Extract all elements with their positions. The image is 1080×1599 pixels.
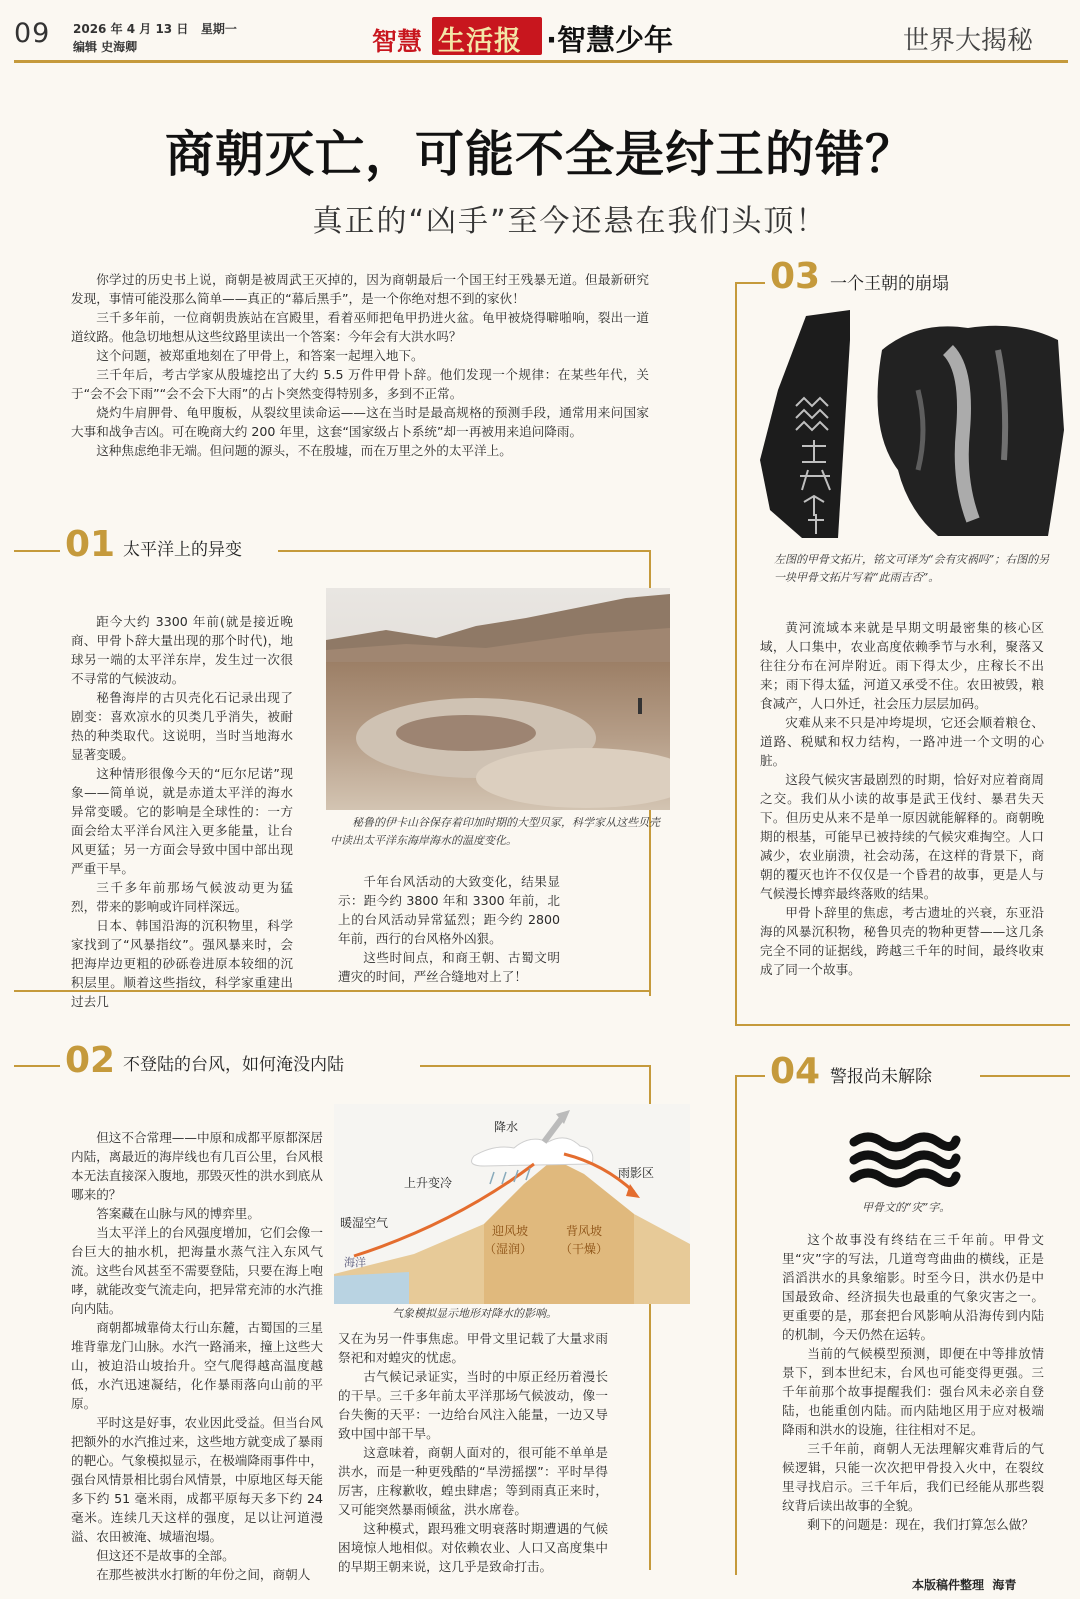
paragraph: 当前的气候模型预测，即便在中等排放情景下，到本世纪末，台风也可能变得更强。三千年前那个故事提醒我们：强台风未必亲自登陆，也能重创内陆。而内陆地区用于应对极端降雨和洪水的设施，往往相对不足。	[782, 1346, 1044, 1437]
paragraph: 平时这是好事，农业因此受益。但当台风把额外的水汽推过来，这些地方就变成了暴雨的靶心。气象模拟显示，在极端降雨事件中，强台风情景相比弱台风情景，中原地区每天能多下约 51 毫米雨，成都平原每天多下约 24 毫米。连续几天这样的强度，足以让河道漫溢、农田被淹、城墙泡塌。	[71, 1415, 323, 1544]
paragraph: 古气候记录证实，当时的中原正经历着漫长的干旱。三千多年前太平洋那场气候波动，像一台失衡的天平：一边给台风注入能量，一边又导致中国中部干旱。	[338, 1369, 608, 1441]
paragraph: 日本、韩国沿海的沉积物里，科学家找到了“风暴指纹”。强风暴来时，会把海岸边更粗的砂砾卷进原本较细的沉积层里。顺着这些指纹，科学家重建出过去几	[71, 918, 293, 1009]
label-rain-shadow: 雨影区	[618, 1166, 655, 1180]
section-title: 一个王朝的崩塌	[830, 274, 949, 294]
intro-paragraph: 三千多年前，一位商朝贵族站在宫殿里，看着巫师把龟甲扔进火盆。龟甲被烧得噼啪响，裂出一道道纹路。他急切地想从这些纹路里读出一个答案：今年会有大洪水吗？	[71, 310, 649, 344]
paragraph: 秘鲁海岸的古贝壳化石记录出现了剧变：喜欢凉水的贝类几乎消失，被耐热的种类取代。这说明，当时当地海水显著变暖。	[71, 690, 293, 762]
sec01-left-column	[71, 612, 293, 1011]
peru-shell-midden-photo	[326, 588, 670, 810]
disaster-glyph-icon	[848, 1130, 962, 1188]
paragraph: 三千多年前那场气候波动更为猛烈，带来的影响或许同样深远。	[71, 880, 293, 914]
issue-date: 2026 年 4 月 13 日 星期一	[73, 22, 237, 36]
brand-zhihui-shaonian: ·智慧少年	[546, 23, 674, 57]
section-title: 警报尚未解除	[830, 1067, 932, 1087]
paragraph: 在那些被洪水打断的年份之间，商朝人	[96, 1567, 311, 1582]
brand-zhihui: 智慧	[372, 27, 423, 56]
intro-paragraph: 这个问题，被郑重地刻在了甲骨上，和答案一起埋入地下。	[96, 348, 424, 363]
sec03-column	[760, 618, 1044, 979]
sec02-left-column	[71, 1128, 323, 1584]
glyph-caption: 甲骨文的“灾”字。	[862, 1201, 951, 1214]
paragraph: 这些时间点，和商王朝、古蜀文明遭灾的时间，严丝合缝地对上了！	[338, 950, 560, 984]
orographic-rain-diagram	[334, 1104, 690, 1304]
label-warm-air: 暖湿空气	[340, 1216, 389, 1230]
footer-credit: 本版稿件整理 海青	[912, 1578, 1017, 1592]
paragraph: 剩下的问题是：现在，我们打算怎么做？	[807, 1517, 1034, 1532]
paragraph: 这种情形很像今天的“厄尔尼诺”现象——简单说，就是赤道太平洋的海水异常变暖。它的影响是全球性的：一方面会给太平洋台风注入更多能量，让台风更猛；另一方面会导致中国中部出现严重干旱。	[71, 766, 293, 876]
section-title: 不登陆的台风，如何淹没内陆	[123, 1055, 344, 1075]
intro-paragraph: 烧灼牛肩胛骨、龟甲腹板，从裂纹里读命运——这在当时是最高规格的预测手段，通常用来问国家大事和战争吉凶。可在晚商大约 200 年里，这套“国家级占卜系统”却一再被用来追问降雨。	[71, 405, 649, 439]
label-leeward: 背风坡	[566, 1224, 603, 1238]
label-leeward-dry: （干燥）	[560, 1242, 609, 1256]
brand-logo-text: 生活报	[438, 26, 522, 57]
label-rain: 降水	[494, 1120, 519, 1134]
paragraph: 这个故事没有终结在三千年前。甲骨文里“灾”字的写法，几道弯弯曲曲的横线，正是滔滔洪水的具象缩影。时至今日，洪水仍是中国最致命、经济损失也最重的气象灾害之一。更重要的是，那套把台风影响从沿海传到内陆的机制，今天仍然在运转。	[782, 1232, 1044, 1342]
paragraph: 千年台风活动的大致变化，结果显示：距今约 3800 年和 3300 年前，北上的台风活动异常猛烈；距今约 2800 年前，西行的台风格外凶狠。	[338, 874, 560, 946]
sec02-right-column	[338, 1329, 608, 1576]
header-rule	[14, 60, 1068, 63]
paragraph: 但这还不是故事的全部。	[96, 1548, 235, 1563]
paragraph: 但这不合常理——中原和成都平原都深居内陆，离最近的海岸线也有几百公里，台风根本无法直接深入腹地，那毁灭性的洪水到底从哪来的？	[71, 1130, 323, 1202]
paragraph: 当太平洋上的台风强度增加，它们会像一台巨大的抽水机，把海量水蒸气注入东风气流。这些台风甚至不需要登陆，只要在海上咆哮，就能改变气流走向，把异常充沛的水汽推向内陆。	[71, 1225, 323, 1316]
label-sea: 海洋	[344, 1256, 366, 1269]
masthead	[0, 0, 1080, 62]
label-windward: 迎风坡	[492, 1224, 529, 1238]
section-number: 04	[770, 1051, 821, 1092]
photo-caption: 秘鲁的伊卡山谷保存着印加时期的大型贝冢，科学家从这些贝壳中读出太平洋东海岸海水的温度变化。	[330, 816, 660, 847]
paragraph: 答案藏在山脉与风的博弈里。	[96, 1206, 260, 1221]
paragraph: 商朝都城靠倚太行山东麓，古蜀国的三星堆背靠龙门山脉。水汽一路涌来，撞上这些大山，被迫沿山坡抬升。空气爬得越高温度越低，水汽迅速凝结，化作暴雨落向山前的平原。	[71, 1320, 323, 1411]
editor-credit: 编辑 史海卿	[73, 40, 138, 54]
paragraph: 这段气候灾害最剧烈的时期，恰好对应着商周之交。我们从小读的故事是武王伐纣、暴君失天下。但历史从来不是单一原因就能解释的。商朝晚期的根基，可能早已被持续的气候灾难掏空。人口减少，农业崩溃，社会动荡，在这样的背景下，商朝的覆灭也许不仅仅是一个昏君的故事，更是人与气候漫长博弈最终落败的结果。	[760, 772, 1044, 901]
section-number: 02	[65, 1040, 116, 1081]
sec01-right-column	[338, 872, 560, 986]
intro-text	[71, 270, 649, 460]
label-windward-wet: （湿润）	[484, 1242, 533, 1256]
paragraph: 三千年前，商朝人无法理解灾难背后的气候逻辑，只能一次次把甲骨投入火中，在裂纹里寻找启示。三千年后，我们已经能从那些裂纹背后读出故事的全貌。	[782, 1441, 1044, 1513]
brand-logo-box	[432, 17, 542, 55]
paragraph: 这种模式，跟玛雅文明衰落时期遭遇的气候困境惊人地相似。对依赖农业、人口又高度集中的早期王朝来说，这几乎是致命打击。	[338, 1521, 608, 1574]
oracle-bone-caption: 左图的甲骨文拓片，铭文可译为“会有灾祸吗”；右图的另一块甲骨文拓片写着“此雨吉否”。	[774, 553, 1050, 584]
intro-paragraph: 你学过的历史书上说，商朝是被周武王灭掉的，因为商朝最后一个国王纣王残暴无道。但最新研究发现，事情可能没那么简单——真正的“幕后黑手”，是一个你绝对想不到的家伙！	[71, 272, 649, 306]
label-rise: 上升变冷	[404, 1176, 453, 1190]
paragraph: 这意味着，商朝人面对的，很可能不单单是洪水，而是一种更残酷的“旱涝摇摆”：平时旱得厉害，庄稼歉收，蝗虫肆虐；等到雨真正来时，又可能突然暴雨倾盆，洪水席卷。	[338, 1445, 608, 1517]
page-number: 09	[14, 18, 51, 49]
intro-paragraph: 三千年后，考古学家从殷墟挖出了大约 5.5 万件甲骨卜辞。他们发现一个规律：在某些年代，关于“会不会下雨”“会不会下大雨”的占卜突然变得特别多，多到不正常。	[71, 367, 649, 401]
section-number: 03	[770, 256, 821, 297]
paragraph: 灾难从来不只是冲垮堤坝，它还会顺着粮仓、道路、税赋和权力结构，一路冲进一个文明的心脏。	[760, 715, 1044, 768]
oracle-bone-rubbings-image	[758, 310, 1064, 538]
subheadline: 真正的“凶手”至今还悬在我们头顶！	[312, 204, 828, 239]
section-title: 太平洋上的异变	[123, 540, 242, 560]
diagram-caption: 气象模拟显示地形对降水的影响。	[392, 1307, 557, 1320]
paragraph: 甲骨卜辞里的焦虑，考古遗址的兴衰，东亚沿海的风暴沉积物，秘鲁贝壳的物种更替——这几条完全不同的证据线，跨越三千年的时间，最终收束成了同一个故事。	[760, 905, 1044, 977]
section-number: 01	[65, 524, 116, 565]
intro-paragraph: 这种焦虑绝非无端。但问题的源头，不在殷墟，而在万里之外的太平洋上。	[96, 443, 512, 458]
paragraph: 又在为另一件事焦虑。甲骨文里记载了大量求雨祭祀和对蝗灾的忧虑。	[338, 1331, 608, 1365]
section-label: 世界大揭秘	[903, 26, 1034, 56]
paragraph: 黄河流域本来就是早期文明最密集的核心区域，人口集中，农业高度依赖季节与水利，聚落又往往分布在河岸附近。雨下得太少，庄稼长不出来；雨下得太猛，河道又承受不住。农田被毁，粮食减产，人口外迁，社会压力层层加码。	[760, 620, 1044, 711]
paragraph: 距今大约 3300 年前(就是接近晚商、甲骨卜辞大量出现的那个时代)，地球另一端的太平洋东岸，发生过一次很不寻常的气候波动。	[71, 614, 293, 686]
headline: 商朝灭亡，可能不全是纣王的错？	[164, 125, 915, 183]
sec04-column	[782, 1230, 1044, 1534]
